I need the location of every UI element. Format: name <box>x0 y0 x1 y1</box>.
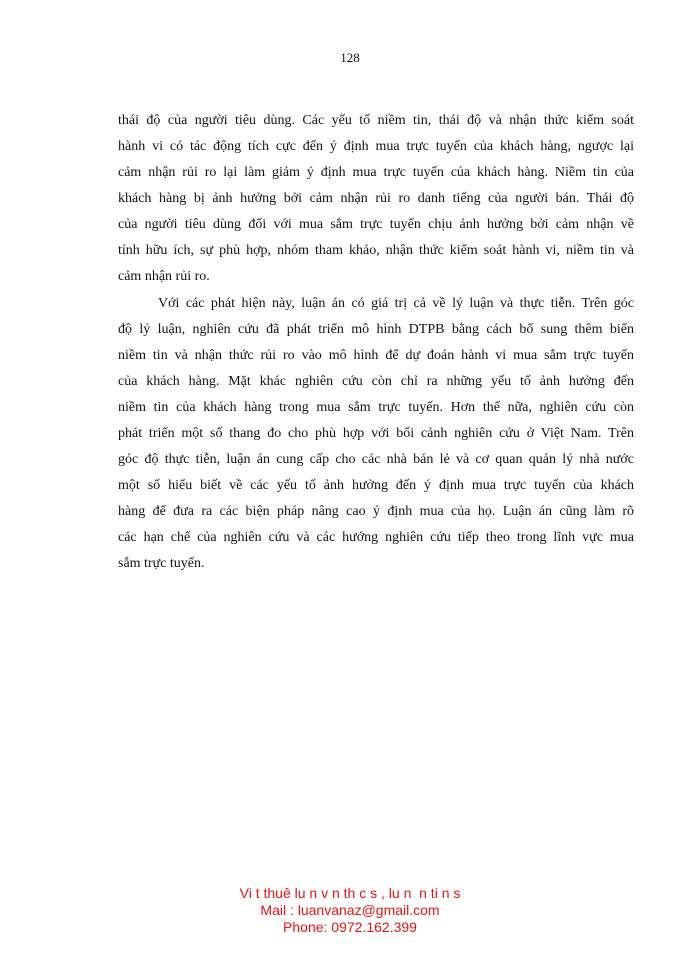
footer-email: Mail : luanvanaz@gmail.com <box>260 902 440 918</box>
footer-phone: Phone: 0972.162.399 <box>283 919 417 935</box>
paragraph-line: Với các phát hiện này, luận án có giá trị cả về lý luận và thực tiễn. Trên góc <box>158 296 634 311</box>
paragraph-line: sắm trực tuyến. <box>118 556 205 571</box>
paragraph-line: của khách hàng. Mặt khác nghiên cứu còn chỉ ra những yếu tố ảnh hưởng đến <box>118 374 634 389</box>
paragraph-1 <box>118 108 634 290</box>
paragraph-2 <box>118 291 634 577</box>
paragraph-line: niềm tin và nhận thức rủi ro vào mô hình để dự đoán hành vi mua sắm trực tuyến <box>118 348 634 363</box>
paragraph-line: hành vi có tác động tích cực đến ý định mua trực tuyến của khách hàng, ngược lại <box>118 139 634 154</box>
paragraph-line: một số hiểu biết về các yếu tố ảnh hưởng đến ý định mua trực tuyến của khách <box>118 478 634 493</box>
paragraph-line: tính hữu ích, sự phù hợp, nhóm tham khảo, nhận thức kiểm soát hành vi, niềm tin và <box>118 243 634 258</box>
paragraph-line: hàng để đưa ra các biện pháp nâng cao ý định mua của họ. Luận án cũng làm rõ <box>118 504 634 519</box>
paragraph-line: cảm nhận rủi ro. <box>118 269 210 284</box>
page-number: 128 <box>340 50 360 65</box>
paragraph-line: độ lý luận, nghiên cứu đã phát triển mô hình DTPB bằng cách bổ sung thêm biến <box>118 322 634 337</box>
footer-watermark <box>0 885 700 936</box>
paragraph-line: thái độ của người tiêu dùng. Các yếu tố niềm tin, thái độ và nhận thức kiểm soát <box>118 113 634 128</box>
footer-service-text: Vi t thuê lu n v n th c s , lu n n ti n s <box>239 885 461 901</box>
paragraph-line: của người tiêu dùng đối với mua sắm trực tuyến chịu ảnh hưởng bởi cảm nhận về <box>118 217 634 232</box>
paragraph-line: khách hàng bị ảnh hưởng bởi cảm nhận rủi ro danh tiếng của người bán. Thái độ <box>118 191 634 206</box>
paragraph-line: góc độ thực tiễn, luận án cung cấp cho các nhà bán lẻ và cơ quan quản lý nhà nước <box>118 452 634 467</box>
paragraph-line: phát triển một số thang đo cho phù hợp với bối cảnh nghiên cứu ở Việt Nam. Trên <box>118 426 634 441</box>
paragraph-line: các hạn chế của nghiên cứu và các hướng nghiên cứu tiếp theo trong lĩnh vực mua <box>118 530 634 545</box>
paragraph-line: niềm tin của khách hàng trong mua sắm trực tuyến. Hơn thế nữa, nghiên cứu còn <box>118 400 634 415</box>
paragraph-line: cảm nhận rủi ro lại làm giảm ý định mua trực tuyến của khách hàng. Niềm tin của <box>118 165 634 180</box>
